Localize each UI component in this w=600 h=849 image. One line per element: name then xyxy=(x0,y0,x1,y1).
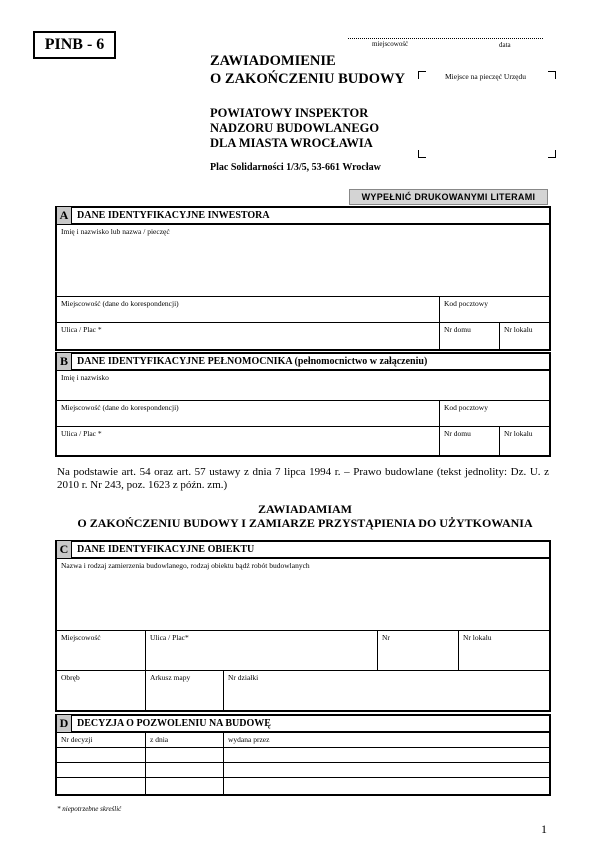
object-project-field[interactable] xyxy=(57,559,549,631)
section-b-header xyxy=(57,354,549,371)
section-d-header xyxy=(57,716,549,733)
legal-basis: Na podstawie art. 54 oraz art. 57 ustawy z dnia 7 lipca 1994 r. – Prawo budowlane (tekst jednolity: Dz. U. z 2010 r. Nr 243, poz. 1623 z późn. zm.) xyxy=(57,466,549,491)
permit-header-row xyxy=(57,733,549,748)
investor-postal-label: Kod pocztowy xyxy=(444,299,488,308)
object-number-label: Nr xyxy=(382,633,390,642)
section-c-object xyxy=(55,540,551,712)
section-c-letter: C xyxy=(57,541,72,558)
section-a-title: DANE IDENTYFIKACYJNE INWESTORA xyxy=(77,210,270,221)
office-line-3: DLA MIASTA WROCŁAWIA xyxy=(210,136,373,150)
section-a-investor xyxy=(55,206,551,351)
stamp-corner-tl xyxy=(418,71,426,79)
permit-entry-row[interactable] xyxy=(57,778,549,794)
object-map-sheet-field[interactable] xyxy=(145,671,223,711)
proxy-name-label: Imię i nazwisko xyxy=(61,373,109,382)
section-d-title: DECYZJA O POZWOLENIU NA BUDOWĘ xyxy=(77,718,271,729)
proxy-city-field[interactable] xyxy=(57,401,439,426)
footnote: * niepotrzebne skreślić xyxy=(57,805,122,813)
investor-name-field[interactable] xyxy=(57,225,549,297)
object-plot-label: Nr działki xyxy=(228,673,259,682)
permit-date-label: z dnia xyxy=(150,735,169,744)
investor-house-field[interactable] xyxy=(439,323,499,349)
notice-title: ZAWIADAMIAM xyxy=(258,502,352,516)
proxy-street-label: Ulica / Plac * xyxy=(61,429,102,438)
investor-house-label: Nr domu xyxy=(444,325,471,334)
print-letters-banner: WYPEŁNIĆ DRUKOWANYMI LITERAMI xyxy=(349,189,548,205)
permit-entry-row[interactable] xyxy=(57,763,549,778)
permit-decision-no-label: Nr decyzji xyxy=(61,735,93,744)
object-map-sheet-label: Arkusz mapy xyxy=(150,673,191,682)
investor-street-row xyxy=(57,323,549,349)
place-date-line xyxy=(348,38,543,39)
object-street-label: Ulica / Plac* xyxy=(150,633,189,642)
investor-street-field[interactable] xyxy=(57,323,439,349)
object-number-field[interactable] xyxy=(377,631,458,670)
object-city-label: Miejscowość xyxy=(61,633,101,642)
proxy-street-row xyxy=(57,427,549,455)
section-d-permit xyxy=(55,714,551,796)
section-d-letter: D xyxy=(57,715,72,732)
object-flat-label: Nr lokalu xyxy=(463,633,492,642)
investor-city-label: Miejscowość (dane do korespondencji) xyxy=(61,299,179,308)
date-label: data xyxy=(499,41,511,49)
proxy-house-label: Nr domu xyxy=(444,429,471,438)
proxy-postal-label: Kod pocztowy xyxy=(444,403,488,412)
stamp-corner-tr xyxy=(548,71,556,79)
investor-name-label: Imię i nazwisko lub nazwa / pieczęć xyxy=(61,227,170,236)
investor-flat-label: Nr lokalu xyxy=(504,325,533,334)
stamp-corner-bl xyxy=(418,150,426,158)
section-c-header xyxy=(57,542,549,559)
investor-street-label: Ulica / Plac * xyxy=(61,325,102,334)
title-line-1: ZAWIADOMIENIE xyxy=(210,53,336,69)
investor-postal-field[interactable] xyxy=(439,297,549,322)
proxy-street-field[interactable] xyxy=(57,427,439,455)
object-city-field[interactable] xyxy=(57,631,145,670)
page-number: 1 xyxy=(541,822,547,836)
object-location-row xyxy=(57,631,549,671)
proxy-postal-field[interactable] xyxy=(439,401,549,426)
permit-issued-by-label: wydana przez xyxy=(228,735,270,744)
office-line-1: POWIATOWY INSPEKTOR xyxy=(210,106,369,120)
proxy-name-field[interactable] xyxy=(57,371,549,401)
proxy-house-field[interactable] xyxy=(439,427,499,455)
section-b-letter: B xyxy=(57,353,72,370)
proxy-flat-label: Nr lokalu xyxy=(504,429,533,438)
section-a-letter: A xyxy=(57,207,72,224)
notice-subtitle: O ZAKOŃCZENIU BUDOWY I ZAMIARZE PRZYSTĄPIENIA DO UŻYTKOWANIA xyxy=(77,516,533,530)
object-plot-row xyxy=(57,671,549,711)
stamp-label: Miejsce na pieczęć Urzędu xyxy=(445,72,526,81)
proxy-flat-field[interactable] xyxy=(499,427,549,455)
object-precinct-field[interactable] xyxy=(57,671,145,711)
investor-city-field[interactable] xyxy=(57,297,439,322)
section-b-title: DANE IDENTYFIKACYJNE PEŁNOMOCNIKA (pełnomocnictwo w załączeniu) xyxy=(77,356,428,367)
permit-entry-row[interactable] xyxy=(57,748,549,763)
proxy-city-row xyxy=(57,401,549,427)
office-address: Plac Solidarności 1/3/5, 53-661 Wrocław xyxy=(210,162,381,173)
object-project-label: Nazwa i rodzaj zamierzenia budowlanego, rodzaj obiektu bądź robót budowlanych xyxy=(61,561,310,570)
object-street-field[interactable] xyxy=(145,631,377,670)
object-plot-field[interactable] xyxy=(223,671,549,711)
proxy-city-label: Miejscowość (dane do korespondencji) xyxy=(61,403,179,412)
office-line-2: NADZORU BUDOWLANEGO xyxy=(210,121,380,135)
section-b-proxy xyxy=(55,352,551,457)
form-code: PINB - 6 xyxy=(33,31,116,59)
object-flat-field[interactable] xyxy=(458,631,549,670)
place-label: miejscowość xyxy=(372,40,409,48)
object-precinct-label: Obręb xyxy=(61,673,80,682)
investor-flat-field[interactable] xyxy=(499,323,549,349)
section-c-title: DANE IDENTYFIKACYJNE OBIEKTU xyxy=(77,544,255,555)
title-line-2: O ZAKOŃCZENIU BUDOWY xyxy=(210,71,405,87)
section-a-header xyxy=(57,208,549,225)
investor-city-row xyxy=(57,297,549,323)
stamp-corner-br xyxy=(548,150,556,158)
